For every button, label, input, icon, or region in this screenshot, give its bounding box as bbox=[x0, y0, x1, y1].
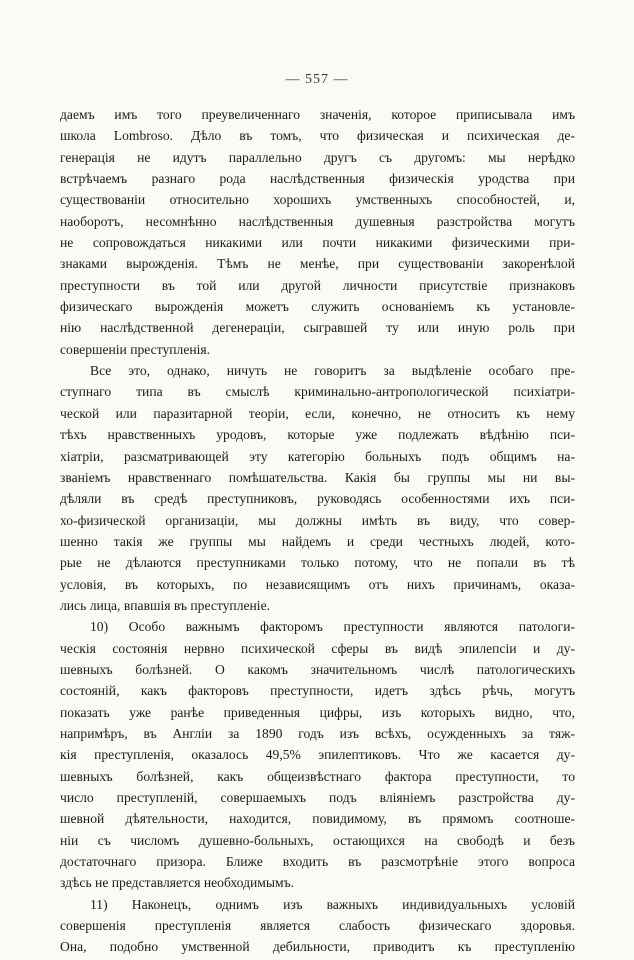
text-line: достаточнаго призора. Ближе входить въ разсмотрѣніе этого вопроса bbox=[60, 854, 575, 870]
text-line: состояній, какъ факторовъ преступности, идетъ здѣсь рѣчь, могутъ bbox=[60, 683, 575, 699]
text-line: наоборотъ, несомнѣнно наслѣдственныя душевныя разстройства могутъ bbox=[60, 213, 575, 229]
page-number: — 557 — bbox=[285, 72, 349, 87]
text-line: 11) Наконецъ, однимъ изъ важныхъ индивидуальныхъ условій bbox=[90, 896, 575, 912]
text-line: условія, въ которыхъ, по независящимъ отъ нихъ причинамъ, оказа- bbox=[60, 576, 575, 592]
text-line: знаками вырожденія. Тѣмъ не менѣе, при существованіи закоренѣлой bbox=[60, 256, 575, 272]
text-line: даемъ имъ того преувеличеннаго значенія, которое приписывала имъ bbox=[60, 107, 575, 122]
text-line: совершеніи преступленія. bbox=[60, 341, 211, 357]
text-line: Все это, однако, ничуть не говоритъ за выдѣленіе особаго пре- bbox=[90, 363, 575, 379]
text-line: преступности въ той или другой личности присутствіе признаковъ bbox=[60, 277, 575, 293]
text-line: кія преступленія, оказалось 49,5% эпилептиковъ. Что же касается ду- bbox=[60, 747, 575, 763]
text-line: ческія состоянія нервно психической сферы въ видѣ эпилепсіи и ду- bbox=[60, 640, 575, 656]
text-line: лись лица, впавшія въ преступленіе. bbox=[60, 597, 271, 613]
text-line: нію наслѣдственной дегенераціи, сыгравшей ту или иную роль при bbox=[60, 320, 575, 336]
text-line: тѣхъ нравственныхъ уродовъ, которые уже подлежать вѣдѣнію пси- bbox=[60, 427, 575, 443]
text-line: Она, подобно умственной дебильности, приводитъ къ преступленію bbox=[60, 939, 575, 955]
text-line: хо-физической организаціи, мы должны имѣть въ виду, что совер- bbox=[60, 512, 575, 528]
body-text bbox=[60, 104, 575, 958]
text-line: ческой или паразитарной теоріи, если, конечно, не относить къ нему bbox=[60, 405, 575, 421]
text-line: не сопровождаться никакими или почти никакими физическими при- bbox=[60, 235, 575, 251]
text-line: генерація не идутъ параллельно другъ съ другомъ: мы нерѣдко bbox=[60, 149, 575, 165]
text-line: дѣляли въ средѣ преступниковъ, руководясь особенностями ихъ пси- bbox=[60, 491, 575, 507]
text-line: физическаго вырожденія можетъ служить основаніемъ къ установле- bbox=[60, 299, 575, 315]
text-line: шевной дѣятельности, находится, повидимому, въ прямомъ соотноше- bbox=[60, 811, 575, 827]
text-line: число преступленій, совершаемыхъ подъ вліяніемъ разстройства ду- bbox=[60, 790, 575, 805]
text-line: рые не дѣлаются преступниками только потому, что не попали въ тѣ bbox=[60, 555, 575, 571]
text-line: напримѣръ, въ Англіи за 1890 годъ изъ всѣхъ, осужденныхъ за тяж- bbox=[60, 725, 575, 741]
text-line: ніи съ числомъ душевно-больныхъ, остающихся на свободѣ и безъ bbox=[60, 832, 575, 848]
text-line: совершенія преступленія является слабость физическаго здоровья. bbox=[60, 918, 575, 934]
text-line: шенно такія же группы мы найдемъ и среди честныхъ людей, кото- bbox=[60, 533, 575, 549]
text-line: хіатріи, разсматривающей эту категорію больныхъ подъ общимъ на- bbox=[60, 448, 575, 464]
text-line: 10) Особо важнымъ факторомъ преступности являются патологи- bbox=[90, 619, 575, 635]
text-line: здѣсь не представляется необходимымъ. bbox=[60, 875, 295, 891]
text-line: ступнаго типа въ смыслѣ криминально-антропологической психіатри- bbox=[60, 384, 575, 400]
text-line: шевныхъ болѣзней. О какомъ значительномъ числѣ патологическихъ bbox=[60, 661, 575, 677]
text-line: шевныхъ болѣзней, какъ общеизвѣстнаго фактора преступности, то bbox=[60, 768, 575, 784]
text-line: существованіи относительно хорошихъ умственныхъ способностей, и, bbox=[60, 192, 575, 208]
text-line: званіемъ нравственнаго помѣшательства. Какія бы группы мы ни вы- bbox=[60, 469, 575, 485]
text-line: школа Lombroso. Дѣло въ томъ, что физическая и психическая де- bbox=[60, 128, 575, 144]
text-line: показать уже ранѣе приведенныя цифры, изъ которыхъ видно, что, bbox=[60, 704, 575, 720]
text-line: встрѣчаемъ разнаго рода наслѣдственныя физическія уродства при bbox=[60, 171, 575, 187]
